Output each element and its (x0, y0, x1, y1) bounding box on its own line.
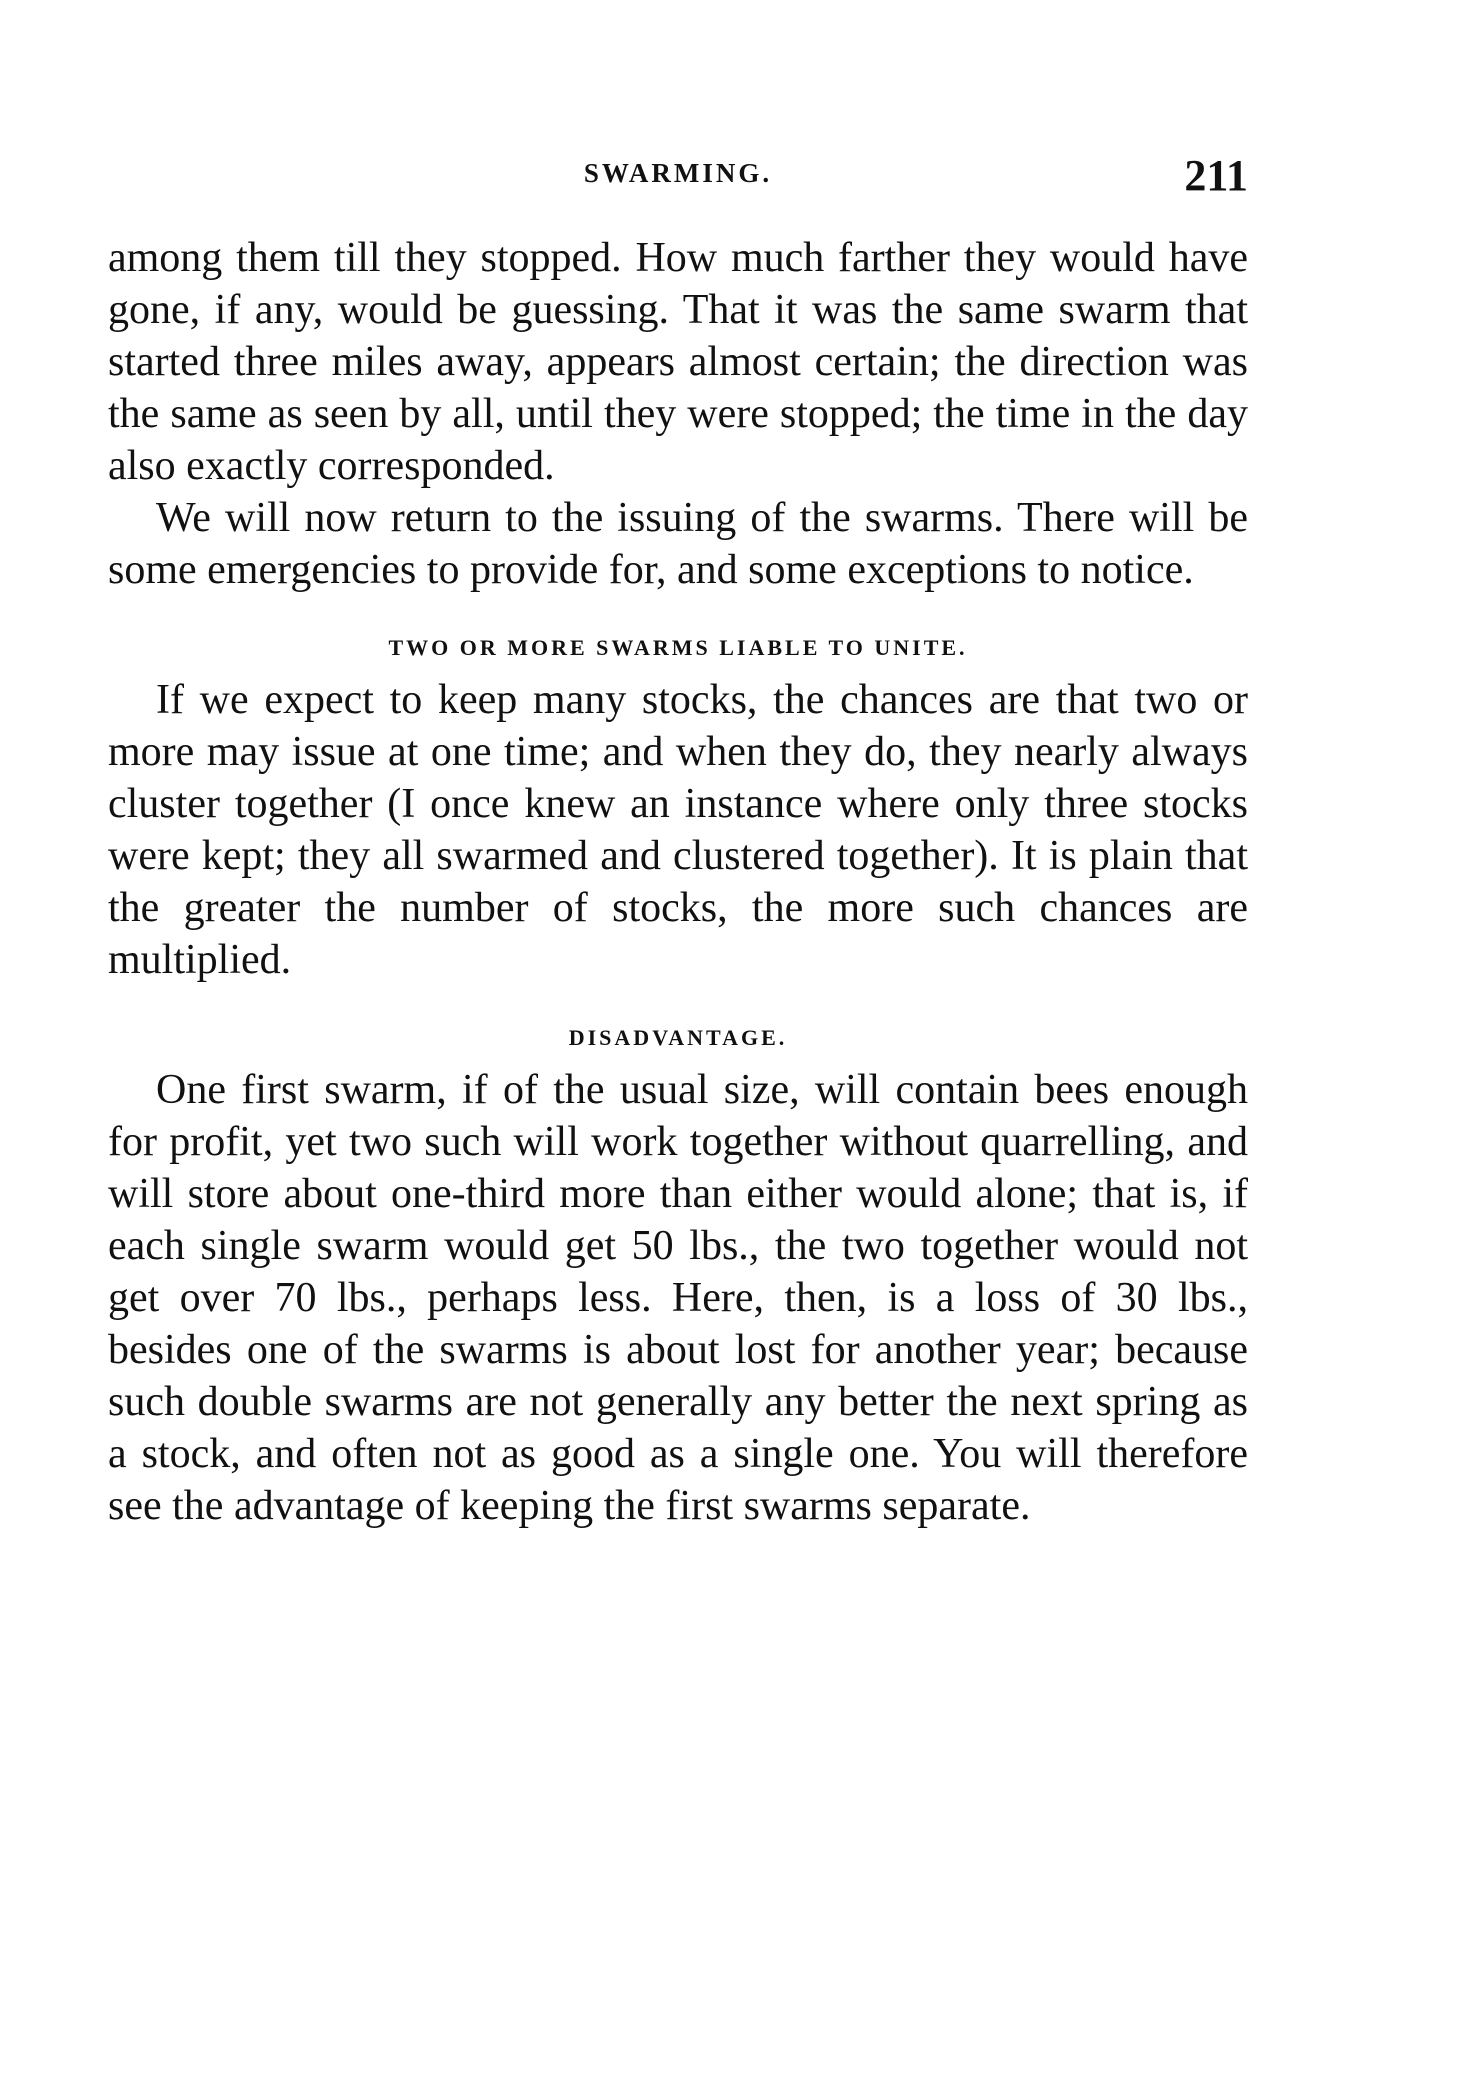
running-header (108, 150, 1248, 210)
running-title: SWARMING. (583, 158, 773, 188)
paragraph-swarms-unite: If we expect to keep many stocks, the chances are that two or more may issue at one time; and when they do, they nearly always cluster together (I once knew an instance where only three stocks were kept; they all swarmed and clustered together). It is plain that the greater the number of stocks, the more such chances are multiplied. (108, 677, 1248, 983)
section-heading-disadvantage: DISADVANTAGE. (568, 1025, 788, 1050)
paragraph-return-to-swarms: We will now return to the issuing of the swarms. There will be some emergencies to provide for, and some exceptions to notice. (108, 495, 1248, 593)
paragraph-continuation: among them till they stopped. How much farther they would have gone, if any, would be guessing. That it was the same swarm that started three miles away, appears almost certain; the direction was the same as seen by all, until they were stopped; the time in the day also exactly corresponded. (108, 235, 1248, 489)
body-text (108, 232, 1248, 1532)
section-heading-swarms-unite: TWO OR MORE SWARMS LIABLE TO UNITE. (388, 635, 968, 660)
paragraph-disadvantage: One first swarm, if of the usual size, will contain bees enough for profit, yet two such will work together without quarrelling, and will store about one-third more than either would alone; that is, if each single swarm would get 50 lbs., the two together would not get over 70 lbs., perhaps less. Here, then, is a loss of 30 lbs., besides one of the swarms is about lost for another year; because such double swarms are not generally any better the next spring as a stock, and often not as good as a single one. You will therefore see the advantage of keeping the first swarms separate. (108, 1067, 1248, 1529)
page-number: 211 (1184, 151, 1248, 200)
